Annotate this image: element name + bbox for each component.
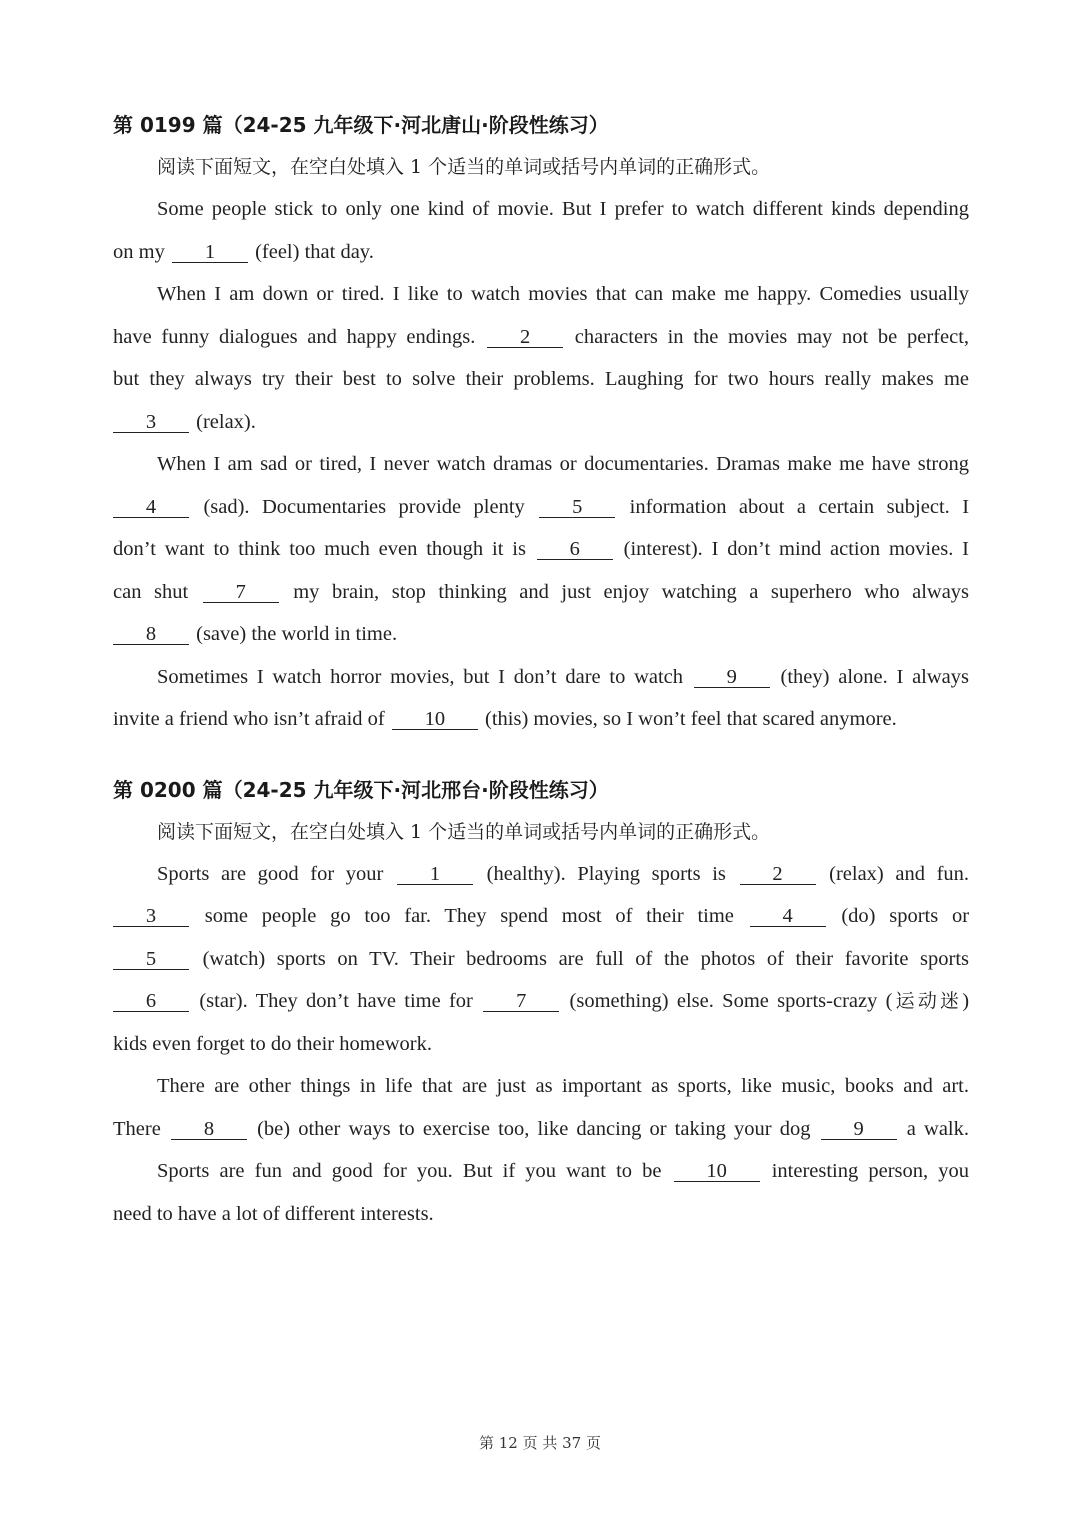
text-line: 6 (star). They don’t have time for 7 (something) else. Some sports-crazy (运动迷) — [113, 980, 969, 1023]
text-line: can shut 7 my brain, stop thinking and just enjoy watching a superhero who always — [113, 580, 970, 603]
text-line: Sports are fun and good for you. But if you want to be 10 interesting person, you — [157, 1160, 969, 1182]
text-line: When I am down or tired. I like to watch movies that can make me happy. Comedies usually — [157, 283, 969, 305]
text-line: Sometimes I watch horror movies, but I don’t dare to watch 9 (they) alone. I always — [157, 665, 969, 688]
blank-6: 6 — [113, 991, 189, 1012]
text-line: invite a friend who isn’t afraid of 10 (this) movies, so I won’t feel that scared anymore. — [113, 708, 897, 730]
text-line: kids even forget to do their homework. — [113, 1032, 433, 1055]
blank-9: 9 — [821, 1119, 897, 1140]
text-line: Sports are good for your 1 (healthy). Playing sports is 2 (relax) and fun. — [157, 862, 970, 885]
page-footer: 第 12 页 共 37 页 — [478, 1434, 601, 1452]
text-line: There are other things in life that are just as important as sports, like music, books and art. — [157, 1075, 969, 1097]
text-line: 4 (sad). Documentaries provide plenty 5 information about a certain subject. I — [113, 486, 969, 529]
text-line: don’t want to think too much even though it is 6 (interest). I don’t mind action movies. I — [113, 538, 970, 560]
text-line: 3 some people go too far. They spend most of their time 4 (do) sports or — [113, 895, 969, 938]
document-page — [113, 104, 969, 1235]
blank-8: 8 — [113, 624, 189, 645]
blank-5: 5 — [113, 949, 189, 970]
text-line: 8 (save) the world in time. — [113, 613, 969, 656]
text-line: 3 (relax). — [113, 401, 969, 444]
text-line: There 8 (be) other ways to exercise too, like dancing or taking your dog 9 a walk. — [113, 1117, 970, 1140]
passage-2-title: 第 0200 篇（24-25 九年级下·河北邢台·阶段性练习） — [113, 777, 609, 802]
blank-5: 5 — [539, 497, 615, 518]
blank-10: 10 — [392, 709, 478, 730]
passage-2-instruction: 阅读下面短文，在空白处填入 1 个适当的单词或括号内单词的正确形式。 — [157, 820, 771, 843]
text-line: but they always try their best to solve their problems. Laughing for two hours really makes me — [113, 368, 969, 390]
text-line: need to have a lot of different interests. — [113, 1202, 434, 1225]
text-line: have funny dialogues and happy endings. 2 characters in the movies may not be perfect, — [113, 325, 970, 348]
blank-6: 6 — [537, 539, 613, 560]
text-line: When I am sad or tired, I never watch dramas or documentaries. Dramas make me have strong — [157, 453, 969, 475]
text-line: 5 (watch) sports on TV. Their bedrooms are full of the photos of their favorite sports — [113, 938, 969, 981]
blank-7: 7 — [203, 582, 279, 603]
blank-1: 1 — [172, 242, 248, 263]
passage-1-instruction: 阅读下面短文，在空白处填入 1 个适当的单词或括号内单词的正确形式。 — [157, 156, 771, 178]
blank-2: 2 — [740, 864, 816, 885]
passage-1-title: 第 0199 篇（24-25 九年级下·河北唐山·阶段性练习） — [113, 113, 609, 137]
blank-9: 9 — [694, 667, 770, 688]
blank-4: 4 — [750, 906, 826, 927]
text-line: Some people stick to only one kind of movie. But I prefer to watch different kinds depending — [157, 198, 969, 220]
blank-2: 2 — [487, 327, 563, 348]
blank-8: 8 — [171, 1119, 247, 1140]
blank-7: 7 — [483, 991, 559, 1012]
text-line: on my 1 (feel) that day. — [113, 240, 374, 263]
blank-10: 10 — [674, 1161, 760, 1182]
blank-3: 3 — [113, 906, 189, 927]
blank-3: 3 — [113, 412, 189, 433]
blank-1: 1 — [397, 864, 473, 885]
blank-4: 4 — [113, 497, 189, 518]
